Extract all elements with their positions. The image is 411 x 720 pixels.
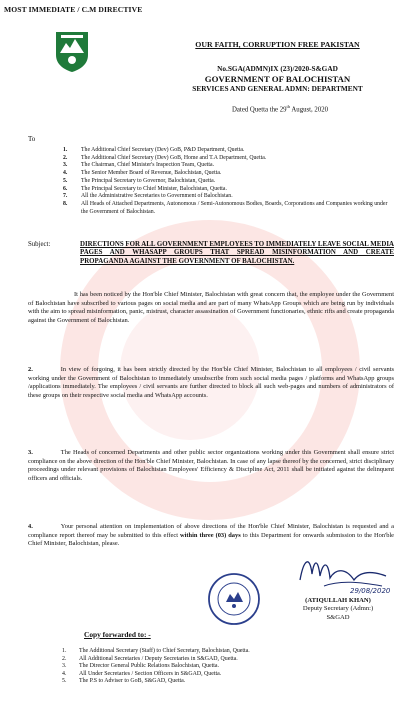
list-item-text: The Additional Chief Secretary (Dev) GoB, Home and T.A Department, Quetta.	[81, 154, 267, 161]
list-item	[62, 671, 402, 679]
list-item	[63, 147, 393, 155]
list-item-number: 1.	[63, 147, 68, 153]
list-item	[63, 170, 393, 178]
signatory-designation: Deputy Secretary (Admn:)	[302, 605, 374, 613]
list-item-number: 3.	[62, 663, 67, 670]
letterhead	[150, 40, 405, 93]
list-item-number: 4.	[63, 170, 68, 177]
motto: OUR FAITH, CORRUPTION FREE PAKISTAN	[195, 40, 360, 49]
list-item-text: The Principal Secretary to Governor, Balochistan, Quetta.	[81, 177, 216, 184]
paragraph-2: 2. In view of forgoing, it has been strictly directed by the Hon'ble Chief Minister, Balochistan to all employees / civil servants working under the Government of Balochistan to immediately unsubscribe from such social media pages / platforms and WhatsApp groups /applications immediately. The employees / civil servants are further directed to block all such web-pages and numbers of administrators of these groups on their respective social media and WhatsApp accounts.	[28, 366, 394, 400]
list-item-number: 5.	[62, 678, 67, 685]
subject-label: Subject:	[28, 241, 51, 248]
copy-forwarded-list	[62, 648, 402, 686]
list-item-text: The Principal Secretary to Chief Minister, Balochistan, Quetta.	[81, 185, 227, 192]
list-item-number: 3.	[63, 162, 68, 169]
list-item-text: All Under Secretaries / Section Officers in S&GAD, Quetta.	[79, 670, 222, 677]
signatory-name: (ATIQULLAH KHAN)	[305, 597, 371, 604]
list-item	[63, 162, 393, 170]
signatory-block	[268, 597, 408, 622]
file-number: No.SGA(ADMN)IX (23)/2020-S&GAD	[217, 64, 338, 73]
list-item-number: 4.	[62, 670, 67, 677]
list-item-number: 5.	[63, 177, 68, 184]
list-item-number: 1.	[62, 648, 67, 654]
list-item-text: The Director General Public Relations Balochistan, Quetta.	[79, 663, 220, 670]
list-item-text: The Chairman, Chief Minister's Inspection Team, Quetta.	[81, 162, 215, 169]
official-stamp-icon	[207, 572, 261, 626]
dated-line: Dated Quetta the 29th August, 2020	[232, 104, 329, 114]
department-name: SERVICES AND GENERAL ADMN: DEPARTMENT	[192, 83, 363, 93]
list-item-text: The P.S to Adviser to GoB, S&GAD, Quetta.	[79, 678, 186, 685]
list-item-text: The Senior Member Board of Revenue, Balochistan, Quetta.	[81, 170, 222, 177]
list-item	[63, 193, 393, 201]
to-label: To	[28, 135, 36, 143]
subject-text: DIRECTIONS FOR ALL GOVERNMENT EMPLOYEES TO IMMEDIATELY LEAVE SOCIAL MEDIA PAGES AND WHASAPP GROUPS THAT SPREAD MISINFORMATION AND CREATE PROPAGANDA AGAINST THE GOVERNMENT OF BALOCHISTAN.	[80, 241, 394, 265]
paragraph-number: 4.	[28, 523, 33, 530]
list-item	[62, 678, 402, 686]
signature-date: 29/08/2020	[350, 587, 391, 595]
list-item	[62, 656, 402, 664]
signatory-department: S&GAD	[326, 613, 350, 621]
list-item-number: 6.	[63, 185, 68, 192]
addressee-list	[63, 147, 393, 216]
list-item-text: All Additional Secretaries / Deputy Secretaries in S&GAD, Quetta.	[79, 655, 238, 662]
list-item-number: 7.	[63, 193, 68, 200]
list-item-text: The Additional Secretary (Staff) to Chief Secretary, Balochistan, Quetta.	[79, 648, 250, 654]
list-item	[62, 663, 402, 671]
list-item-number: 8.	[63, 200, 68, 207]
list-item	[63, 178, 393, 186]
list-item-text: The Additional Chief Secretary (Dev) GoB, P&D Department, Quetta.	[81, 147, 245, 153]
directive-heading: MOST IMMEDIATE / C.M DIRECTIVE	[4, 5, 143, 14]
list-item-text: All the Administrative Secretaries to Government of Balochistan.	[81, 193, 233, 200]
paragraph-4: 4. Your personal attention on implementation of above directions of the Hon'ble Chief Minister, Balochistan is requested and a compliance report thereof may be submitted to this effect within three (03) days to this Department for onwards submission to the Hon'ble Chief Minister, Balochistan, please.	[28, 523, 394, 548]
paragraph-1: It has been noticed by the Hon'ble Chief Minister, Balochistan with great concern that, the employee under the Government of Balochistan have subscribed to various pages on social media and are part of many WhatsApp Groups which are being run by individuals with the aim to spread misinformation, panic, mistrust, character assassination of Government functionaries, ethnic rifts and create propaganda against the Government of Balochistan.	[28, 291, 394, 325]
balochistan-emblem-icon	[53, 29, 91, 73]
list-item	[62, 648, 402, 656]
government-name: GOVERNMENT OF BALOCHISTAN	[204, 73, 351, 84]
paragraph-number: 2.	[28, 366, 33, 373]
copy-forwarded-heading: Copy forwarded to: -	[84, 630, 151, 639]
list-item-number: 2.	[63, 154, 68, 161]
paragraph-number: 3.	[28, 449, 33, 456]
handwritten-signature	[290, 550, 400, 596]
list-item-text: All Heads of Attached Departments, Autonomous / Semi-Autonomous Bodies, Boards, Corporations and Companies working under the Government of Balochistan.	[81, 200, 388, 215]
list-item	[63, 201, 393, 216]
paragraph-3: 3. The Heads of concerned Departments and other public sector organizations working under this Government shall ensure strict compliance on the above direction of the Hon'ble Chief Minister, Balochistan. In case of any lapse thereof by the concerned, strict disciplinary proceedings under relevant provisions of Balochistan Employees' Efficiency & Discipline Act, 2011 shall be initiated against the delinquent officers and officials.	[28, 449, 394, 483]
list-item-number: 2.	[62, 655, 67, 662]
